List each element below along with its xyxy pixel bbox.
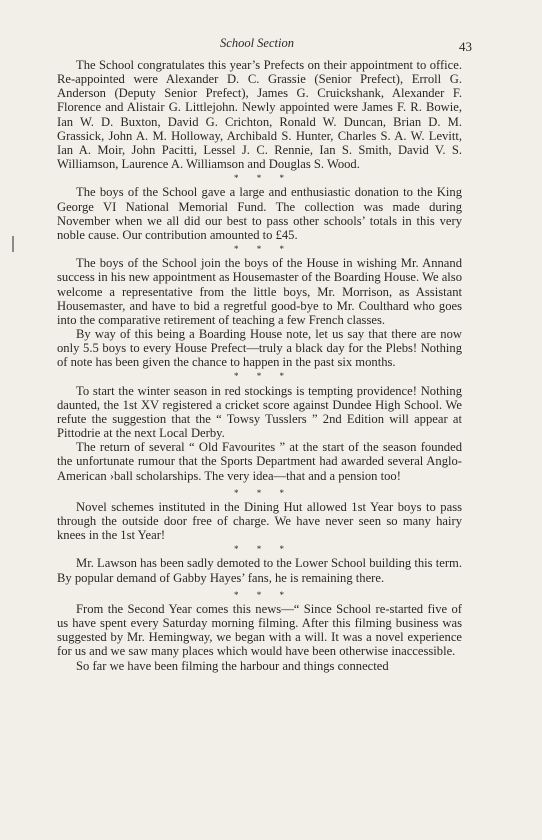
body-text bbox=[57, 58, 462, 673]
paragraph-memorial-fund: The boys of the School gave a large and enthusiastic donation to the King George VI National Memorial Fund. The collection was made during November when we all did our best to pass other schools’ totals in this very noble cause. Our contribution amounted to £45. bbox=[57, 185, 462, 242]
running-title: School Section bbox=[220, 36, 294, 50]
paragraph-dining-hut: Novel schemes instituted in the Dining Hut allowed 1st Year boys to pass through the outside door free of charge. We have never seen so many hairy knees in the 1st Year! bbox=[57, 499, 462, 543]
section-separator: * * * bbox=[234, 173, 285, 184]
section-separator: * * * bbox=[234, 371, 285, 382]
paragraph-filming: From the Second Year comes this news—“ Since School re-started five of us have spent every Saturday morning filming. After this filming business was suggested by Mr. Hemingway, we began with a will. It was a novel experience for us and we saw many places which would have been otherwise inaccessible. bbox=[57, 601, 462, 659]
section-separator: * * * bbox=[234, 244, 285, 255]
paragraph-lower-school: Mr. Lawson has been sadly demoted to the Lower School building this term. By popular demand of Gabby Hayes’ fans, he is remaining there. bbox=[57, 556, 462, 585]
margin-mark bbox=[12, 236, 14, 252]
paragraph-harbour: So far we have been filming the harbour and things connected bbox=[76, 658, 389, 673]
paragraph-house-prefects: By way of this being a Boarding House note, let us say that there are now only 5.5 boys to every House Prefect—truly a black day for the Plebs! Nothing of note has been given the chance to happen in the past six months. bbox=[57, 326, 462, 370]
paragraph-prefects: The School congratulates this year’s Prefects on their appointment to office. Re-appointed were Alexander D. C. Grassie (Senior Prefect), Erroll G. Anderson (Deputy Senior Prefect), James G. Cruickshank, Alexander F. Florence and Alistair G. Littlejohn. Newly appointed were James F. R. Bowie, Ian W. D. Buxton, David G. Crichton, Ronald W. Duncan, Brian D. M. Grassick, John A. M. Holloway, Archibald S. Hunter, Charles S. A. W. Levitt, Ian A. Moir, John Pacitti, Lessel J. C. Rennie, Ian S. Smith, David V. S. Williamson, Laurence A. Williamson and Douglas S. Wood. bbox=[57, 58, 462, 172]
paragraph-old-favourites: The return of several “ Old Favourites ” at the start of the season founded the unfortunate rumour that the Sports Department had awarded several Anglo-American ›ball scholarships. The very idea—that and a pension too! bbox=[57, 440, 462, 483]
section-separator: * * * bbox=[234, 544, 285, 555]
paragraph-boarding-house: The boys of the School join the boys of the House in wishing Mr. Annand success in his new appointment as Housemaster of the Boarding House. We also welcome a representative from the little boys, Mr. Morrison, as Assistant Housemaster, and have to bid a regretful good-bye to Mr. Coulthard who goes into the comparative retirement of teaching a few French classes. bbox=[57, 256, 462, 327]
section-separator: * * * bbox=[234, 589, 285, 600]
page-number: 43 bbox=[459, 39, 472, 54]
paragraph-winter-season: To start the winter season in red stockings is tempting providence! Nothing daunted, the 1st XV registered a cricket score against Dundee High School. We refute the suggestion that the “ Towsy Tusslers ” 2nd Edition will appear at Pittodrie at the next Local Derby. bbox=[57, 383, 462, 441]
section-separator: * * * bbox=[234, 487, 285, 498]
